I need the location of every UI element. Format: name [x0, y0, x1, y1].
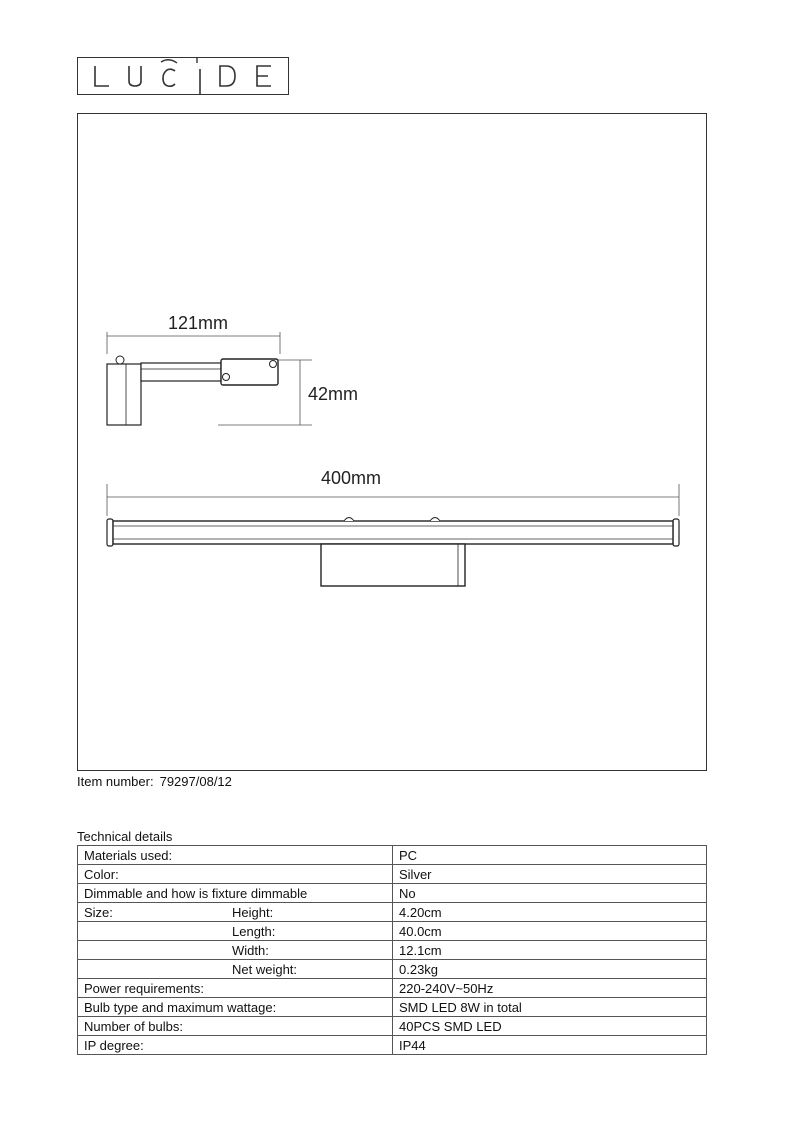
table-row: [78, 1036, 707, 1055]
spec-value: 0.23kg: [393, 960, 707, 979]
spec-label-cell: [78, 979, 393, 998]
spec-value: No: [393, 884, 707, 903]
spec-label: Size:: [84, 904, 113, 920]
spec-label: Color:: [84, 866, 119, 882]
spec-label: Materials used:: [84, 847, 173, 863]
table-row: [78, 960, 707, 979]
table-row: [78, 979, 707, 998]
spec-label-cell: [78, 941, 393, 960]
logo-graphic: [77, 57, 289, 95]
spec-value: 40PCS SMD LED: [393, 1017, 707, 1036]
item-number-label: Item number:: [77, 774, 154, 789]
spec-label-cell: [78, 865, 393, 884]
item-number-line: [77, 774, 238, 789]
table-row: [78, 865, 707, 884]
spec-value: 12.1cm: [393, 941, 707, 960]
spec-value: Silver: [393, 865, 707, 884]
front-view: [107, 468, 679, 586]
technical-details-table: [77, 845, 707, 1055]
spec-value: PC: [393, 846, 707, 865]
drawing-canvas: [78, 114, 708, 772]
table-row: [78, 922, 707, 941]
spec-value: SMD LED 8W in total: [393, 998, 707, 1017]
technical-details-caption: Technical details: [77, 829, 173, 844]
spec-sublabel: Net weight:: [232, 961, 298, 977]
spec-value: 40.0cm: [393, 922, 707, 941]
side-view: [107, 313, 358, 425]
table-row: [78, 903, 707, 922]
table-row: [78, 941, 707, 960]
table-row: [78, 846, 707, 865]
table-row: [78, 1017, 707, 1036]
spec-sublabel: Width:: [232, 942, 269, 958]
technical-drawing: [77, 113, 707, 771]
spec-label-cell: [78, 960, 393, 979]
spec-label-cell: [78, 903, 393, 922]
spec-label: Bulb type and maximum wattage:: [84, 999, 277, 1015]
spec-label: Dimmable and how is fixture dimmable: [84, 885, 308, 901]
item-number-value: 79297/08/12: [159, 774, 232, 789]
side-width-dimension: 121mm: [167, 313, 229, 333]
spec-label-cell: [78, 1036, 393, 1055]
spec-value: 220-240V~50Hz: [393, 979, 707, 998]
front-length-dimension: 400mm: [320, 468, 382, 488]
spec-label-cell: [78, 884, 393, 903]
spec-label-cell: [78, 1017, 393, 1036]
brand-logo: [77, 57, 289, 95]
spec-label: Power requirements:: [84, 980, 204, 996]
side-height-dimension: 42mm: [308, 384, 359, 404]
spec-label-cell: [78, 922, 393, 941]
table-row: [78, 998, 707, 1017]
technical-details-body: [78, 846, 707, 1055]
table-row: [78, 884, 707, 903]
spec-value: 4.20cm: [393, 903, 707, 922]
spec-sublabel: Height:: [232, 904, 274, 920]
spec-label-cell: [78, 998, 393, 1017]
spec-sublabel: Length:: [232, 923, 276, 939]
spec-label-cell: [78, 846, 393, 865]
spec-label: Number of bulbs:: [84, 1018, 183, 1034]
spec-value: IP44: [393, 1036, 707, 1055]
spec-label: IP degree:: [84, 1037, 144, 1053]
